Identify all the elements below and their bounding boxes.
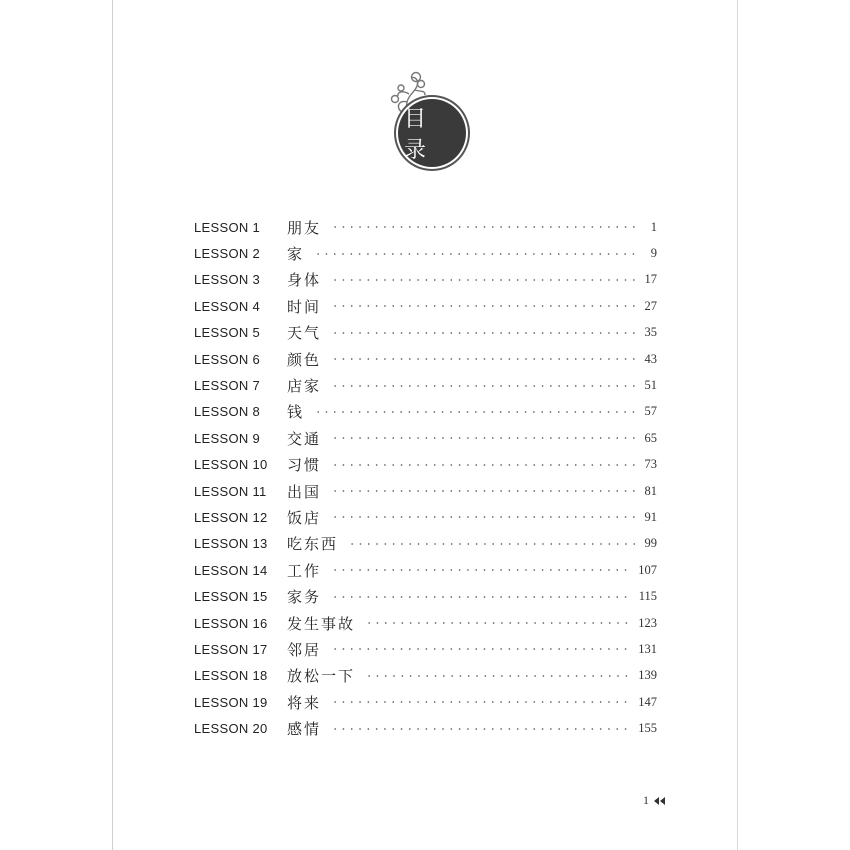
toc-entry[interactable] <box>194 425 657 451</box>
toc-entry[interactable] <box>194 214 657 240</box>
toc-lesson-label: LESSON 7 <box>194 378 260 394</box>
toc-entry[interactable] <box>194 452 657 478</box>
toc-page-number: 1 <box>650 219 657 234</box>
toc-page-number: 147 <box>638 694 657 709</box>
toc-chapter-title: 交通 <box>287 429 322 448</box>
toc-page-number: 73 <box>644 457 657 472</box>
page-title: 目 录 <box>404 107 434 163</box>
toc-chapter-title: 工作 <box>287 561 322 580</box>
toc-dot-leader <box>331 305 638 307</box>
toc-lesson-label: LESSON 1 <box>194 219 260 235</box>
toc-lesson-label: LESSON 5 <box>194 325 260 341</box>
toc-dot-leader <box>331 569 632 571</box>
toc-lesson-label: LESSON 6 <box>194 351 260 367</box>
toc-dot-leader <box>365 622 632 624</box>
toc-dot-leader <box>331 437 638 439</box>
toc-chapter-title: 邻居 <box>287 640 322 659</box>
toc-entry[interactable] <box>194 689 657 715</box>
toc-page-number: 115 <box>638 589 657 604</box>
toc-page-number: 107 <box>638 562 657 577</box>
toc-dot-leader <box>331 332 638 334</box>
toc-entry[interactable] <box>194 504 657 530</box>
toc-chapter-title: 店家 <box>287 377 322 396</box>
toc-dot-leader <box>348 543 638 545</box>
toc-entry[interactable] <box>194 399 657 425</box>
page-footer <box>643 793 667 808</box>
double-arrow-left-icon <box>653 796 667 806</box>
toc-entry[interactable] <box>194 240 657 266</box>
toc-page-number: 17 <box>644 272 657 287</box>
toc-dot-leader <box>331 279 638 281</box>
toc-chapter-title: 发生事故 <box>287 614 356 633</box>
toc-page-number: 123 <box>638 615 657 630</box>
toc-lesson-label: LESSON 12 <box>194 509 268 525</box>
toc-entry[interactable] <box>194 267 657 293</box>
page-number: 1 <box>643 793 649 807</box>
toc-lesson-label: LESSON 18 <box>194 668 268 684</box>
toc-chapter-title: 身体 <box>287 271 322 290</box>
toc-lesson-label: LESSON 14 <box>194 562 268 578</box>
toc-dot-leader <box>331 701 632 703</box>
toc-lesson-label: LESSON 10 <box>194 457 268 473</box>
toc-chapter-title: 天气 <box>287 324 322 343</box>
toc-page-number: 155 <box>638 721 657 736</box>
table-of-contents <box>194 214 657 742</box>
toc-lesson-label: LESSON 13 <box>194 536 268 552</box>
toc-entry[interactable] <box>194 610 657 636</box>
toc-entry[interactable] <box>194 293 657 319</box>
document-page <box>112 0 738 850</box>
toc-dot-leader <box>331 596 633 598</box>
toc-lesson-label: LESSON 16 <box>194 615 268 631</box>
toc-dot-leader <box>331 464 638 466</box>
toc-dot-leader <box>331 516 638 518</box>
toc-chapter-title: 钱 <box>287 403 305 422</box>
toc-lesson-label: LESSON 11 <box>194 483 267 499</box>
toc-lesson-label: LESSON 2 <box>194 246 260 262</box>
title-badge <box>398 99 466 167</box>
toc-entry[interactable] <box>194 531 657 557</box>
toc-dot-leader <box>365 675 632 677</box>
toc-dot-leader <box>331 648 632 650</box>
toc-chapter-title: 颜色 <box>287 350 322 369</box>
toc-lesson-label: LESSON 3 <box>194 272 260 288</box>
toc-chapter-title: 将来 <box>287 693 322 712</box>
toc-page-number: 131 <box>638 641 657 656</box>
toc-lesson-label: LESSON 20 <box>194 721 268 737</box>
toc-lesson-label: LESSON 9 <box>194 430 260 446</box>
toc-dot-leader <box>331 728 632 730</box>
toc-page-number: 9 <box>650 246 657 261</box>
toc-page-number: 35 <box>644 325 657 340</box>
toc-lesson-label: LESSON 19 <box>194 694 268 710</box>
toc-chapter-title: 出国 <box>287 482 322 501</box>
toc-dot-leader <box>331 490 638 492</box>
toc-page-number: 43 <box>644 351 657 366</box>
toc-chapter-title: 家务 <box>287 588 322 607</box>
toc-entry[interactable] <box>194 346 657 372</box>
toc-entry[interactable] <box>194 715 657 741</box>
toc-page-number: 57 <box>644 404 657 419</box>
toc-entry[interactable] <box>194 583 657 609</box>
toc-chapter-title: 时间 <box>287 297 322 316</box>
toc-entry[interactable] <box>194 320 657 346</box>
toc-lesson-label: LESSON 17 <box>194 641 268 657</box>
toc-page-number: 99 <box>644 536 657 551</box>
toc-chapter-title: 放松一下 <box>287 667 356 686</box>
toc-page-number: 65 <box>644 430 657 445</box>
toc-chapter-title: 朋友 <box>287 218 322 237</box>
toc-dot-leader <box>331 226 639 228</box>
toc-page-number: 139 <box>638 668 657 683</box>
toc-dot-leader <box>331 358 638 360</box>
toc-chapter-title: 习惯 <box>287 456 322 475</box>
toc-dot-leader <box>331 385 638 387</box>
toc-dot-leader <box>314 411 638 413</box>
toc-lesson-label: LESSON 8 <box>194 404 260 420</box>
toc-entry[interactable] <box>194 663 657 689</box>
toc-entry[interactable] <box>194 557 657 583</box>
toc-chapter-title: 家 <box>287 245 305 264</box>
toc-page-number: 27 <box>644 298 657 313</box>
toc-lesson-label: LESSON 15 <box>194 589 268 605</box>
toc-entry[interactable] <box>194 478 657 504</box>
toc-lesson-label: LESSON 4 <box>194 298 260 314</box>
toc-chapter-title: 吃东西 <box>287 535 339 554</box>
toc-chapter-title: 感情 <box>287 720 322 739</box>
toc-chapter-title: 饭店 <box>287 508 322 527</box>
toc-page-number: 51 <box>644 378 657 393</box>
toc-dot-leader <box>314 253 639 255</box>
toc-page-number: 81 <box>644 483 657 498</box>
toc-entry[interactable] <box>194 636 657 662</box>
toc-entry[interactable] <box>194 372 657 398</box>
toc-page-number: 91 <box>644 509 657 524</box>
